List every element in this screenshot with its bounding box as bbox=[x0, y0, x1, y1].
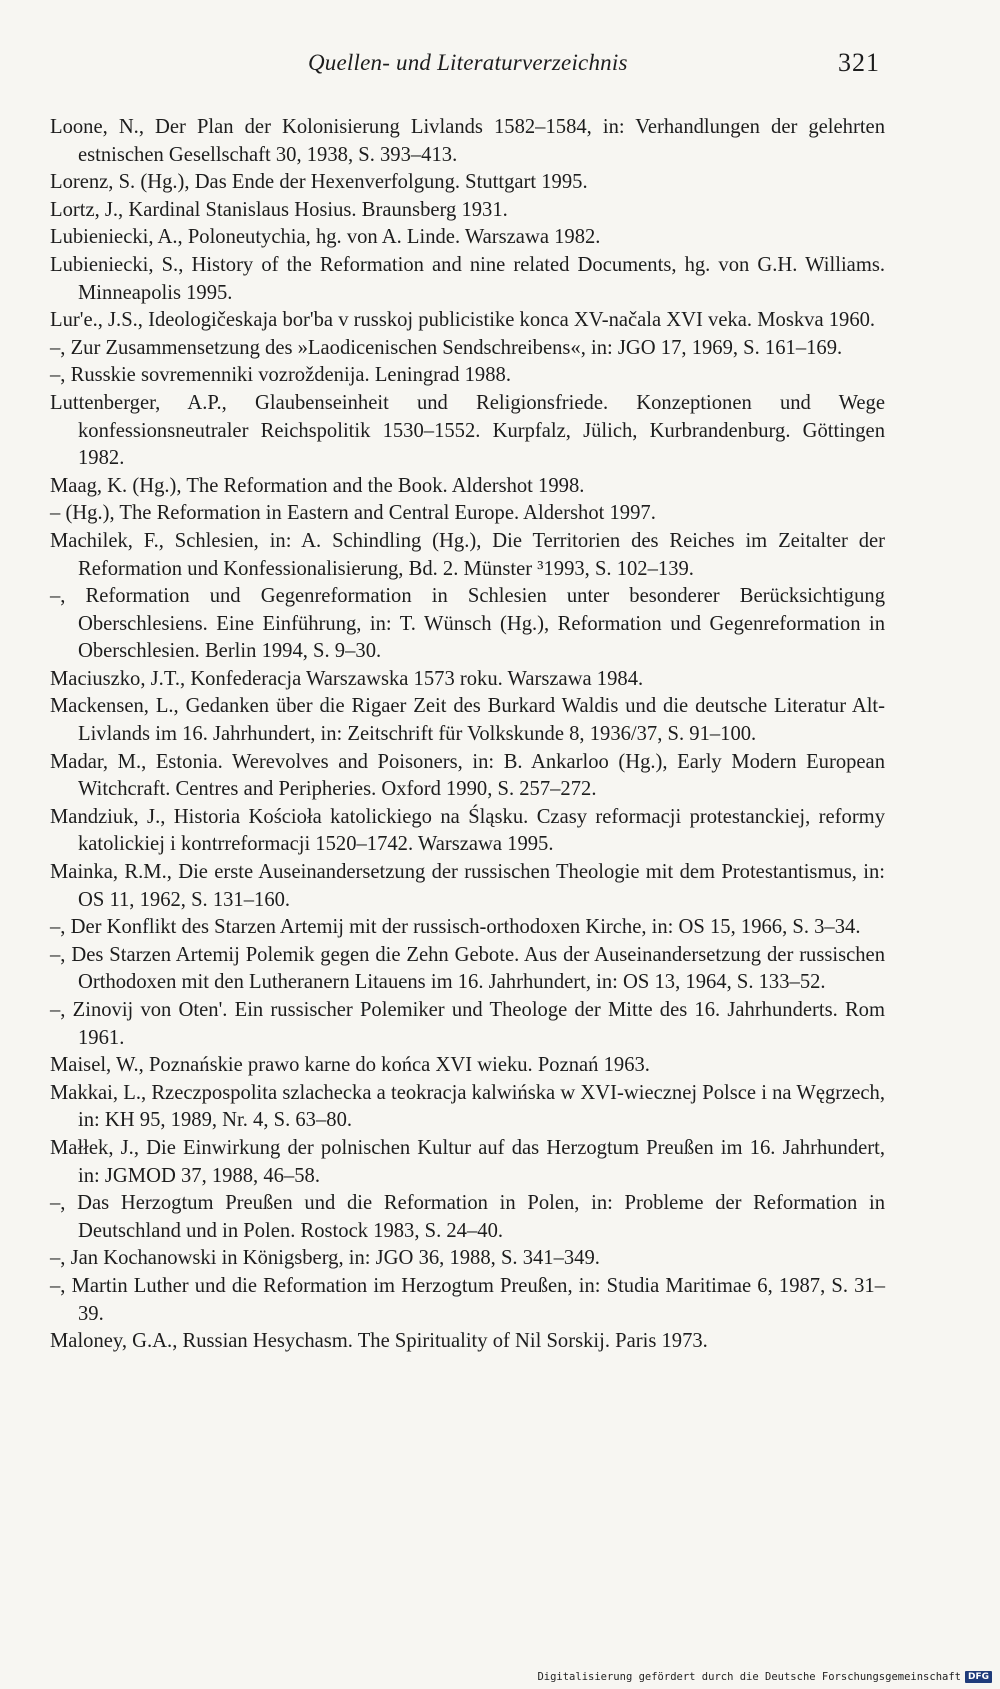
bibliography-entry: Lubieniecki, S., History of the Reformation and nine related Documents, hg. von G.H. Williams. Minneapolis 1995. bbox=[50, 253, 885, 304]
bibliography-entry: Loone, N., Der Plan der Kolonisierung Livlands 1582–1584, in: Verhandlungen der gelehrten estnischen Gesellschaft 30, 1938, S. 393–413. bbox=[50, 116, 885, 166]
bibliography-entry: –, Das Herzogtum Preußen und die Reformation in Polen, in: Probleme der Reformation in Deutschland und in Polen. Rostock 1983, S. 24–40. bbox=[50, 1192, 885, 1242]
bibliography-entry: Lubieniecki, A., Poloneutychia, hg. von A. Linde. Warszawa 1982. bbox=[50, 226, 601, 249]
bibliography-entry: –, Zur Zusammensetzung des »Laodicenischen Sendschreibens«, in: JGO 17, 1969, S. 161–169. bbox=[50, 336, 843, 359]
bibliography-entry: Makkai, L., Rzeczpospolita szlachecka a teokracja kalwińska w XVI-wiecznej Polsce i na Węgrzech, in: KH 95, 1989, Nr. 4, S. 63–80. bbox=[50, 1081, 885, 1132]
bibliography-entry: Lortz, J., Kardinal Stanislaus Hosius. Braunsberg 1931. bbox=[50, 198, 508, 221]
bibliography-entry: Maag, K. (Hg.), The Reformation and the Book. Aldershot 1998. bbox=[50, 474, 585, 497]
bibliography-entry: –, Martin Luther und die Reformation im Herzogtum Preußen, in: Studia Maritimae 6, 1987, S. 31–39. bbox=[50, 1274, 885, 1325]
bibliography-entry: Madar, M., Estonia. Werevolves and Poisoners, in: B. Ankarloo (Hg.), Early Modern European Witchcraft. Centres and Peripheries. Oxford 1990, S. 257–272. bbox=[50, 750, 885, 801]
bibliography-entry: Maloney, G.A., Russian Hesychasm. The Spirituality of Nil Sorskij. Paris 1973. bbox=[50, 1330, 708, 1353]
bibliography-list bbox=[50, 114, 885, 1356]
bibliography-entry: Lorenz, S. (Hg.), Das Ende der Hexenverfolgung. Stuttgart 1995. bbox=[50, 171, 588, 194]
bibliography-entry: Machilek, F., Schlesien, in: A. Schindling (Hg.), Die Territorien des Reiches im Zeitalter der Reformation und Konfessionalisierung, Bd. 2. Münster ³1993, S. 102–139. bbox=[50, 529, 885, 580]
bibliography-entry: –, Reformation und Gegenreformation in Schlesien unter besonderer Berücksichtigung Oberschlesiens. Eine Einführung, in: T. Wünsch (Hg.), Reformation und Gegenreformation in Oberschlesien. Berlin 1994, S. 9–30. bbox=[50, 585, 885, 663]
bibliography-entry: –, Zinovij von Oten'. Ein russischer Polemiker und Theologe der Mitte des 16. Jahrhunderts. Rom 1961. bbox=[50, 999, 885, 1049]
bibliography-entry: Maisel, W., Poznańskie prawo karne do końca XVI wieku. Poznań 1963. bbox=[50, 1054, 650, 1077]
bibliography-entry: –, Russkie sovremenniki vozroždenija. Leningrad 1988. bbox=[50, 364, 511, 387]
bibliography-entry: –, Jan Kochanowski in Königsberg, in: JGO 36, 1988, S. 341–349. bbox=[50, 1247, 600, 1270]
bibliography-entry: Luttenberger, A.P., Glaubenseinheit und Religionsfriede. Konzeptionen und Wege konfessionsneutraler Reichspolitik 1530–1552. Kurpfalz, Jülich, Kurbrandenburg. Göttingen 1982. bbox=[50, 391, 885, 470]
bibliography-entry: –, Der Konflikt des Starzen Artemij mit der russisch-orthodoxen Kirche, in: OS 15, 1966, S. 3–34. bbox=[50, 916, 861, 939]
digitization-footer bbox=[537, 1671, 992, 1683]
bibliography-entry: Małłek, J., Die Einwirkung der polnischen Kultur auf das Herzogtum Preußen im 16. Jahrhundert, in: JGMOD 37, 1988, 46–58. bbox=[50, 1136, 885, 1187]
page-number: 321 bbox=[838, 48, 880, 77]
bibliography-entry: –, Des Starzen Artemij Polemik gegen die Zehn Gebote. Aus der Auseinandersetzung der russischen Orthodoxen mit den Lutheranern Litauens im 16. Jahrhundert, in: OS 13, 1964, S. 133–52. bbox=[50, 943, 885, 994]
running-title: Quellen- und Literaturverzeichnis bbox=[308, 50, 628, 75]
bibliography-entry: – (Hg.), The Reformation in Eastern and Central Europe. Aldershot 1997. bbox=[50, 502, 656, 525]
dfg-logo: DFG bbox=[965, 1671, 992, 1683]
bibliography-entry: Maciuszko, J.T., Konfederacja Warszawska 1573 roku. Warszawa 1984. bbox=[50, 667, 644, 690]
bibliography-entry: Mainka, R.M., Die erste Auseinandersetzung der russischen Theologie mit dem Protestantismus, in: OS 11, 1962, S. 131–160. bbox=[50, 861, 885, 911]
digitization-credit: Digitalisierung gefördert durch die Deutsche Forschungsgemeinschaft bbox=[537, 1671, 961, 1683]
bibliography-entry: Mackensen, L., Gedanken über die Rigaer Zeit des Burkard Waldis und die deutsche Literatur Alt-Livlands im 16. Jahrhundert, in: Zeitschrift für Volkskunde 8, 1936/37, S. 91–100. bbox=[50, 695, 885, 746]
bibliography-entry: Lur'e., J.S., Ideologičeskaja bor'ba v russkoj publicistike konca XV-načala XVI veka. Moskva 1960. bbox=[50, 309, 876, 332]
page-header bbox=[0, 48, 1000, 88]
bibliography-entry: Mandziuk, J., Historia Kościoła katolickiego na Śląsku. Czasy reformacji protestanckiej, reformy katolickiej i kontrreformacji 1520–1742. Warszawa 1995. bbox=[50, 805, 885, 856]
